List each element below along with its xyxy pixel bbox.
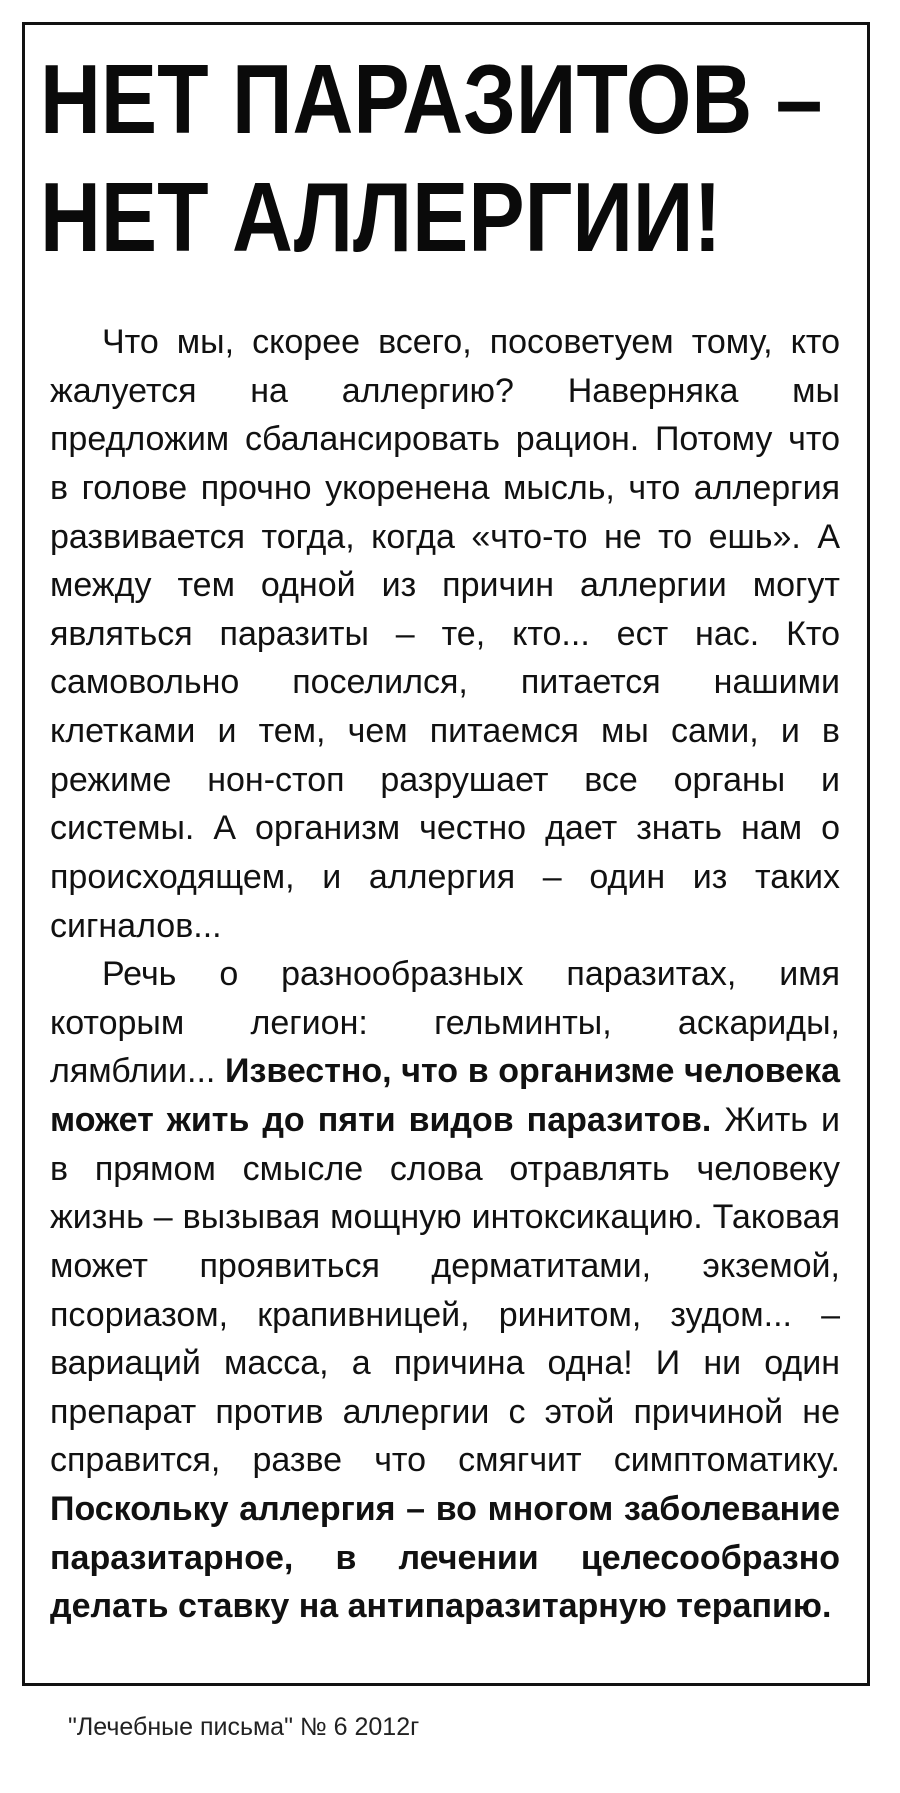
paragraph-2-intro: Речь о разнообразных паразитах, имя которым легион: гельминты, аскариды, лямблии... — [50, 955, 840, 1091]
headline — [40, 40, 823, 276]
bold-statement-parasites: Известно, что в организме человека может жить до пяти видов паразитов. — [50, 1052, 840, 1139]
paragraph-2 — [50, 950, 840, 1631]
headline-line-1: НЕТ ПАРАЗИТОВ – — [40, 44, 823, 154]
paragraph-2-middle: Жить и в прямом смысле слова отравлять человеку жизнь – вызывая мощную интоксикацию. Таковая может проявиться дерматитами, экземой, псориазом, крапивницей, ринитом, зудом... – вариаций масса, а причина одна! И ни один препарат против аллергии с этой причиной не справится, разве что смягчит симптоматику. — [50, 1101, 841, 1480]
paragraph-1: Что мы, скорее всего, посоветуем тому, кто жалуется на аллергию? Наверняка мы предложим сбалансировать рацион. Потому что в голове прочно укоренена мысль, что аллергия развивается тогда, когда «что-то не то ешь». А между тем одной из причин аллергии могут являться паразиты – те, кто... ест нас. Кто самовольно поселился, питается нашими клетками и тем, чем питаемся мы сами, и в режиме нон-стоп разрушает все органы и системы. А организм честно дает знать нам о происходящем, и аллергия – один из таких сигналов... — [50, 323, 840, 945]
headline-line-2: НЕТ АЛЛЕРГИИ! — [40, 162, 722, 272]
bold-conclusion: Поскольку аллергия – во многом заболевание паразитарное, в лечении целесообразно делать ставку на антипаразитарную терапию. — [50, 1490, 840, 1626]
source-caption: "Лечебные письма" № 6 2012г — [68, 1713, 420, 1741]
article-body — [50, 318, 840, 1631]
